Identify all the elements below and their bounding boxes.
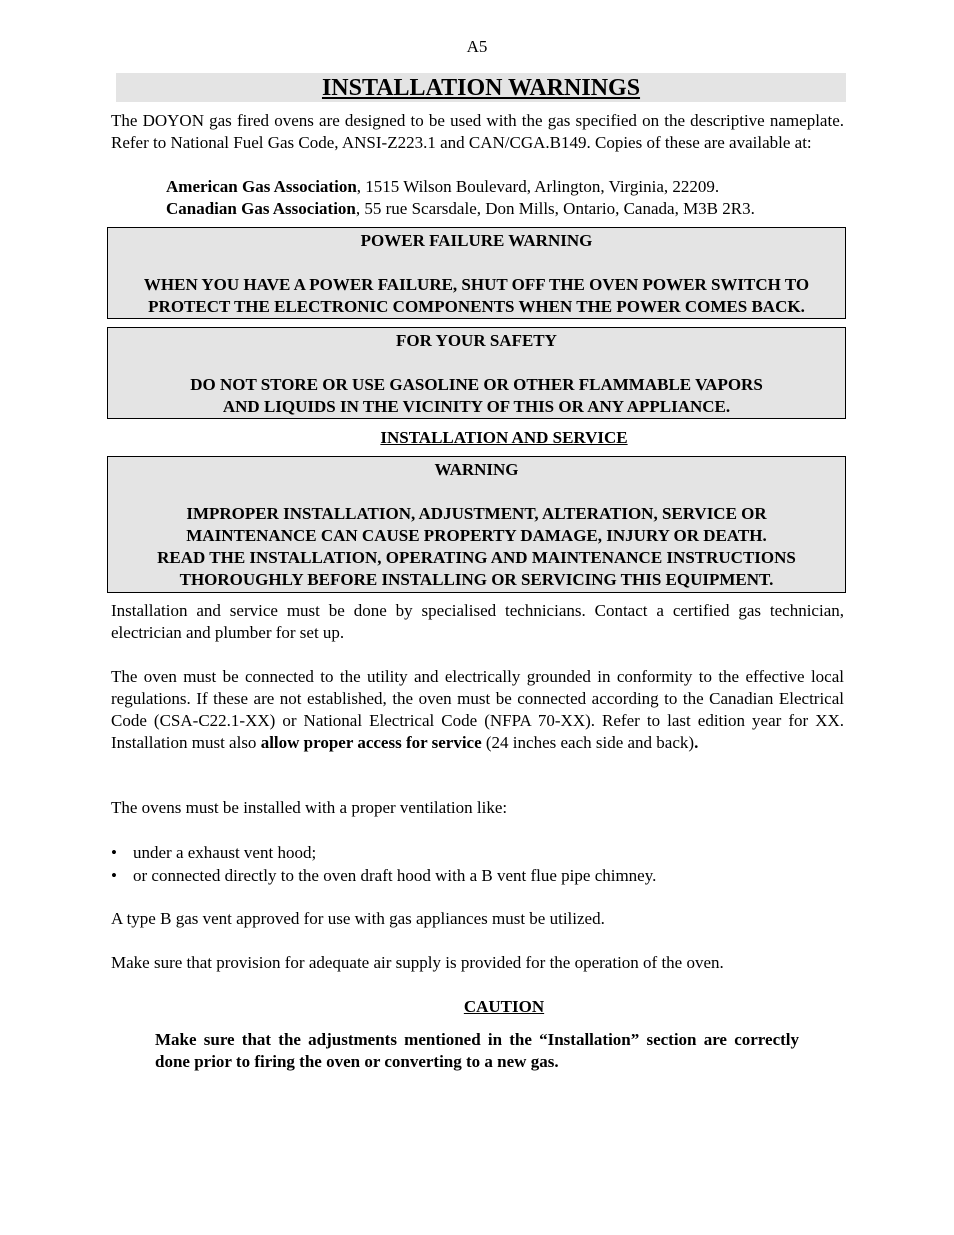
bullet-icon: • [111,866,117,885]
installation-service-heading: INSTALLATION AND SERVICE [380,428,628,447]
caution-text: Make sure that the adjustments mentioned in the “Installation” section are correctly done prior to firing the oven or converting to a new gas. [155,1030,799,1071]
grounding-paragraph [111,666,844,754]
page-title: INSTALLATION WARNINGS [321,75,641,101]
bullet-icon: • [111,843,117,862]
installation-warning-box [107,456,846,593]
access-emphasis: allow proper access for service [260,733,482,752]
association-address: , 1515 Wilson Boulevard, Arlington, Virginia, 22209. [356,177,720,196]
ventilation-option [111,842,316,864]
intro-paragraph: The DOYON gas fired ovens are designed to be used with the gas specified on the descriptive nameplate. Refer to National Fuel Gas Code, ANSI-Z223.1 and CAN/CGA.B149. Copies of these are available at: [111,111,844,152]
association-american [166,176,719,198]
box-text-line: MAINTENANCE CAN CAUSE PROPERTY DAMAGE, INJURY OR DEATH. [186,526,767,545]
box-heading: WARNING [434,460,519,479]
box-text-line: THOROUGHLY BEFORE INSTALLING OR SERVICING THIS EQUIPMENT. [179,570,774,589]
grounding-text-end: (24 inches each side and back) [481,733,695,752]
safety-warning-box [107,327,846,419]
box-text-line: READ THE INSTALLATION, OPERATING AND MAINTENANCE INSTRUCTIONS [157,548,796,567]
air-supply-paragraph: Make sure that provision for adequate air supply is provided for the operation of the oven. [111,953,724,972]
box-text-line: WHEN YOU HAVE A POWER FAILURE, SHUT OFF THE OVEN POWER SWITCH TO [143,275,810,294]
caution-heading: CAUTION [463,997,545,1016]
technicians-paragraph: Installation and service must be done by specialised technicians. Contact a certified gas technician, electrician and plumber for set up. [111,601,844,642]
grounding-period: . [694,733,699,752]
ventilation-option [111,865,656,887]
power-failure-warning-box [107,227,846,319]
association-name: Canadian Gas Association [166,199,356,218]
ventilation-option-text: under a exhaust vent hood; [133,843,317,862]
grounding-text: The oven must be connected to the utility and electrically grounded in conformity to the effective local regulations. If these are not established, the oven must be connected according to the Canadian Electrical Code (CSA-C22.1-XX) or National Electrical Code (NFPA 70-XX). Refer to last edition year for XX. Installation must also [111,667,844,752]
box-text-line: AND LIQUIDS IN THE VICINITY OF THIS OR ANY APPLIANCE. [222,397,731,416]
box-text-line: PROTECT THE ELECTRONIC COMPONENTS WHEN THE POWER COMES BACK. [148,297,805,316]
association-name: American Gas Association [166,177,357,196]
ventilation-paragraph: The ovens must be installed with a proper ventilation like: [111,798,508,817]
association-address: , 55 rue Scarsdale, Don Mills, Ontario, Canada, M3B 2R3. [355,199,755,218]
box-heading: FOR YOUR SAFETY [396,331,557,350]
box-heading: POWER FAILURE WARNING [360,231,593,250]
vent-type-paragraph: A type B gas vent approved for use with gas appliances must be utilized. [111,909,605,928]
association-canadian [166,198,755,220]
box-text-line: DO NOT STORE OR USE GASOLINE OR OTHER FLAMMABLE VAPORS [190,375,763,394]
page-number: A5 [466,37,488,56]
title-banner [116,73,846,102]
ventilation-option-text: or connected directly to the oven draft hood with a B vent flue pipe chimney. [133,866,657,885]
box-text-line: IMPROPER INSTALLATION, ADJUSTMENT, ALTERATION, SERVICE OR [186,504,767,523]
